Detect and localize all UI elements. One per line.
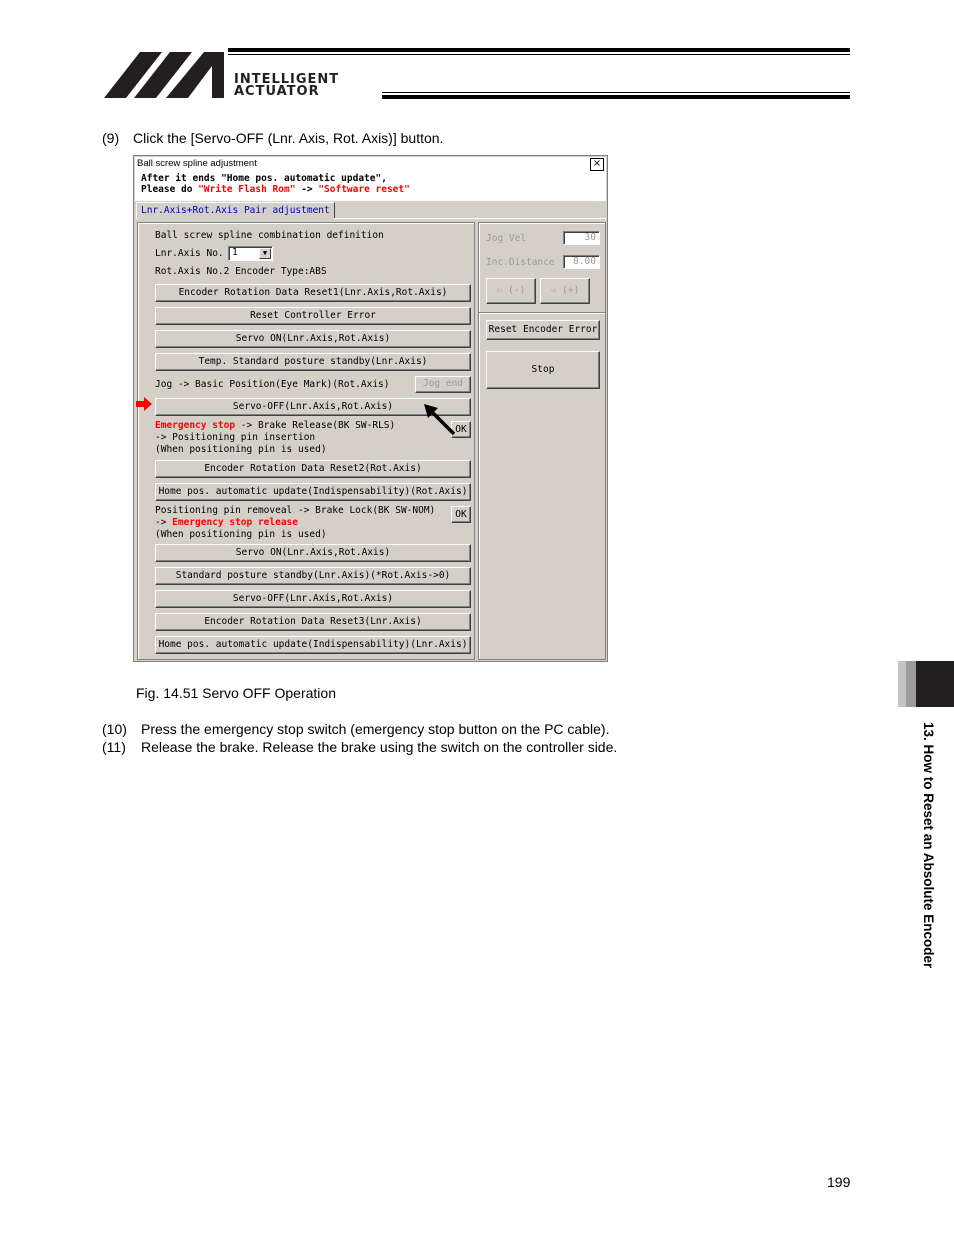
step-10-number: (10) xyxy=(102,721,127,737)
jog-minus-button[interactable]: ⇦ (-) xyxy=(486,278,536,304)
right-panel xyxy=(478,222,606,660)
logo-text-intelligent: INTELLIGENT xyxy=(234,72,340,87)
chapter-side-label xyxy=(918,722,938,1012)
estop-line-1 xyxy=(155,420,395,432)
encoder-reset2-button[interactable]: Encoder Rotation Data Reset2(Rot.Axis) xyxy=(155,460,471,478)
dialog-titlebar xyxy=(135,157,606,171)
chevron-down-icon[interactable]: ▼ xyxy=(259,248,271,259)
home-pos-rot-button[interactable]: Home pos. automatic update(Indispensability)(Rot.Axis) xyxy=(155,483,471,501)
message-write-flash-rom: "Write Flash Rom" xyxy=(198,184,296,195)
servo-off-button-1[interactable]: Servo-OFF(Lnr.Axis,Rot.Axis) xyxy=(155,398,471,416)
estop-line-3: (When positioning pin is used) xyxy=(155,444,327,455)
step-9 xyxy=(102,129,443,147)
stop-button[interactable]: Stop xyxy=(486,351,600,389)
inc-distance-label: Inc.Distance xyxy=(486,257,555,268)
ok-button-2[interactable]: OK xyxy=(451,506,471,523)
dialog-message xyxy=(135,171,606,201)
servo-on-button-2[interactable]: Servo ON(Lnr.Axis,Rot.Axis) xyxy=(155,544,471,562)
jog-end-button[interactable]: Jog end xyxy=(415,376,471,393)
left-panel xyxy=(137,222,475,660)
pin-removal-red-text: Emergency stop release xyxy=(172,517,299,528)
step-9-number: (9) xyxy=(102,130,120,146)
message-line-2 xyxy=(141,184,410,195)
lnr-axis-select[interactable] xyxy=(228,246,273,261)
lnr-axis-label: Lnr.Axis No. xyxy=(155,248,224,259)
logo-text-actuator: ACTUATOR xyxy=(234,84,320,99)
step-11-text: Release the brake. Release the brake using the switch on the controller side. xyxy=(141,739,618,755)
company-logo xyxy=(104,48,850,102)
step-11-number: (11) xyxy=(102,739,126,755)
step-11 xyxy=(102,738,617,756)
jog-plus-button[interactable]: ⇨ (+) xyxy=(540,278,590,304)
temp-standard-posture-button[interactable]: Temp. Standard posture standby(Lnr.Axis) xyxy=(155,353,471,371)
black-annotation-arrow-icon xyxy=(422,402,458,438)
pin-removal-arrow: -> xyxy=(155,517,173,528)
figure-caption: Fig. 14.51 Servo OFF Operation xyxy=(136,685,336,701)
lnr-axis-value: 1 xyxy=(232,247,238,258)
step-10-text: Press the emergency stop switch (emergency stop button on the PC cable). xyxy=(141,721,610,737)
jog-vel-label: Jog Vel xyxy=(486,233,527,244)
pin-removal-line-3: (When positioning pin is used) xyxy=(155,529,327,540)
ball-screw-spline-dialog xyxy=(133,155,608,662)
tab-lnr-rot-pair-adjustment[interactable]: Lnr.Axis+Rot.Axis Pair adjustment xyxy=(136,202,335,219)
rot-axis-label: Rot.Axis No.2 Encoder Type:ABS xyxy=(155,266,327,277)
home-pos-lnr-button[interactable]: Home pos. automatic update(Indispensability)(Lnr.Axis) xyxy=(155,636,471,654)
message-text: Please do xyxy=(141,184,199,195)
standard-posture-button[interactable]: Standard posture standby(Lnr.Axis)(*Rot.Axis->0) xyxy=(155,567,471,585)
pin-removal-line-1: Positioning pin removeal -> Brake Lock(BK SW-NOM) xyxy=(155,505,436,516)
chapter-title-vertical: 13. How to Reset an Absolute Encoder xyxy=(921,722,936,969)
message-software-reset: "Software reset" xyxy=(318,184,410,195)
estop-rest-text: -> Brake Release(BK SW-RLS) xyxy=(235,420,396,431)
ia-logo-mark-icon xyxy=(104,48,234,102)
estop-line-2: -> Positioning pin insertion xyxy=(155,432,316,443)
close-icon[interactable]: × xyxy=(590,158,604,171)
servo-on-button-1[interactable]: Servo ON(Lnr.Axis,Rot.Axis) xyxy=(155,330,471,348)
right-panel-divider xyxy=(479,312,605,314)
chapter-side-tab xyxy=(898,661,954,707)
message-arrow: -> xyxy=(295,184,319,195)
inc-distance-input[interactable]: 0.00 xyxy=(563,255,600,269)
reset-encoder-error-button[interactable]: Reset Encoder Error xyxy=(486,320,600,340)
message-line-1: After it ends "Home pos. automatic update", xyxy=(141,173,387,184)
jog-vel-input[interactable]: 30 xyxy=(563,231,600,245)
step-10 xyxy=(102,720,609,738)
encoder-reset1-button[interactable]: Encoder Rotation Data Reset1(Lnr.Axis,Rot.Axis) xyxy=(155,284,471,302)
estop-red-text: Emergency stop xyxy=(155,420,236,431)
pin-removal-line-2 xyxy=(155,517,298,529)
servo-off-button-2[interactable]: Servo-OFF(Lnr.Axis,Rot.Axis) xyxy=(155,590,471,608)
step-9-text: Click the [Servo-OFF (Lnr. Axis, Rot. Axis)] button. xyxy=(133,130,444,146)
tab-divider xyxy=(334,218,606,219)
page-number: 199 xyxy=(827,1174,851,1190)
combination-definition-label: Ball screw spline combination definition xyxy=(155,230,384,241)
encoder-reset3-button[interactable]: Encoder Rotation Data Reset3(Lnr.Axis) xyxy=(155,613,471,631)
dialog-title: Ball screw spline adjustment xyxy=(137,158,257,169)
red-pointer-arrow-icon xyxy=(136,397,152,411)
ok-button-1[interactable]: OK xyxy=(451,421,471,438)
jog-basic-position-label: Jog -> Basic Position(Eye Mark)(Rot.Axis) xyxy=(155,379,390,390)
reset-controller-error-button[interactable]: Reset Controller Error xyxy=(155,307,471,325)
